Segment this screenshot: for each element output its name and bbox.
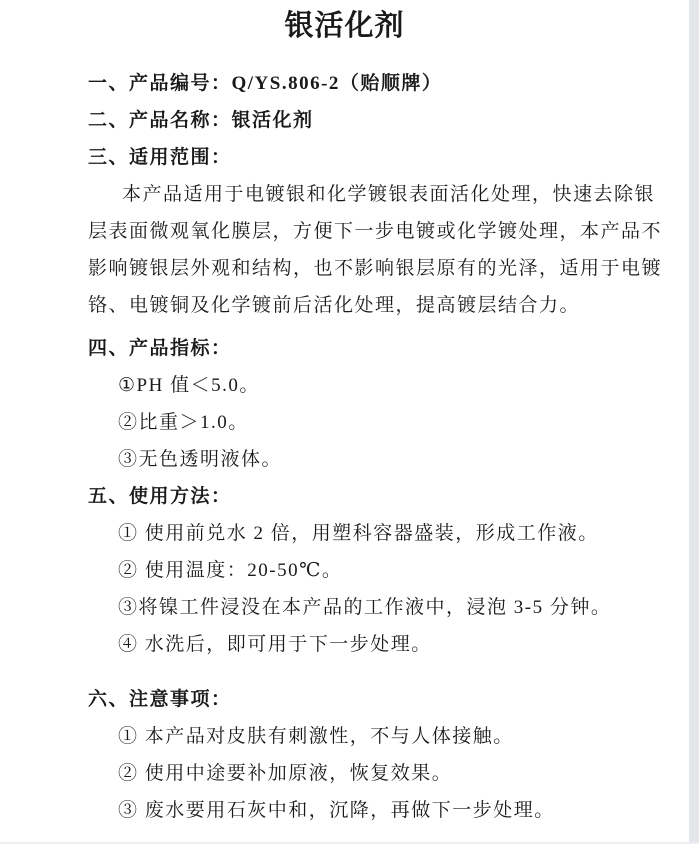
text-line: ③ 废水要用石灰中和，沉降，再做下一步处理。 — [118, 800, 555, 821]
section-heading-line: 三、适用范围： — [88, 147, 232, 168]
text-line: ① 使用前兑水 2 倍，用塑科容器盛装，形成工作液。 — [118, 523, 599, 544]
section-heading-line: 四、产品指标： — [88, 338, 232, 359]
text-line: 层表面微观氧化膜层，方便下一步电镀或化学镀处理，本产品不 — [88, 221, 663, 242]
text-line: ③将镍工件浸没在本产品的工作液中，浸泡 3-5 分钟。 — [118, 597, 612, 618]
doc-title: 银活化剂 — [284, 10, 405, 42]
text-line: ① 本产品对皮肤有刺激性，不与人体接触。 — [118, 726, 514, 747]
page-right-edge-strip — [689, 0, 699, 844]
text-line: ②比重＞1.0。 — [118, 412, 249, 433]
section-heading-line: 二、产品名称：银活化剂 — [88, 110, 314, 131]
text-line: ③无色透明液体。 — [118, 449, 283, 470]
document-body — [88, 65, 663, 829]
section-heading-line: 五、使用方法： — [88, 486, 232, 507]
text-line: ④ 水洗后，即可用于下一步处理。 — [118, 634, 432, 655]
section-heading-line: 一、产品编号：Q/YS.806-2（贻顺牌） — [88, 73, 443, 94]
text-line: 影响镀银层外观和结构，也不影响银层原有的光泽，适用于电镀 — [88, 258, 663, 279]
section-heading-line: 六、注意事项： — [88, 689, 232, 710]
text-line: 铬、电镀铜及化学镀前后活化处理，提高镀层结合力。 — [88, 295, 581, 316]
text-line: 本产品适用于电镀银和化学镀银表面活化处理，快速去除银 — [122, 184, 656, 205]
text-line: ①PH 值＜5.0。 — [118, 375, 260, 396]
text-line: ② 使用温度：20-50℃。 — [118, 560, 343, 581]
text-line: ② 使用中途要补加原液，恢复效果。 — [118, 763, 453, 784]
